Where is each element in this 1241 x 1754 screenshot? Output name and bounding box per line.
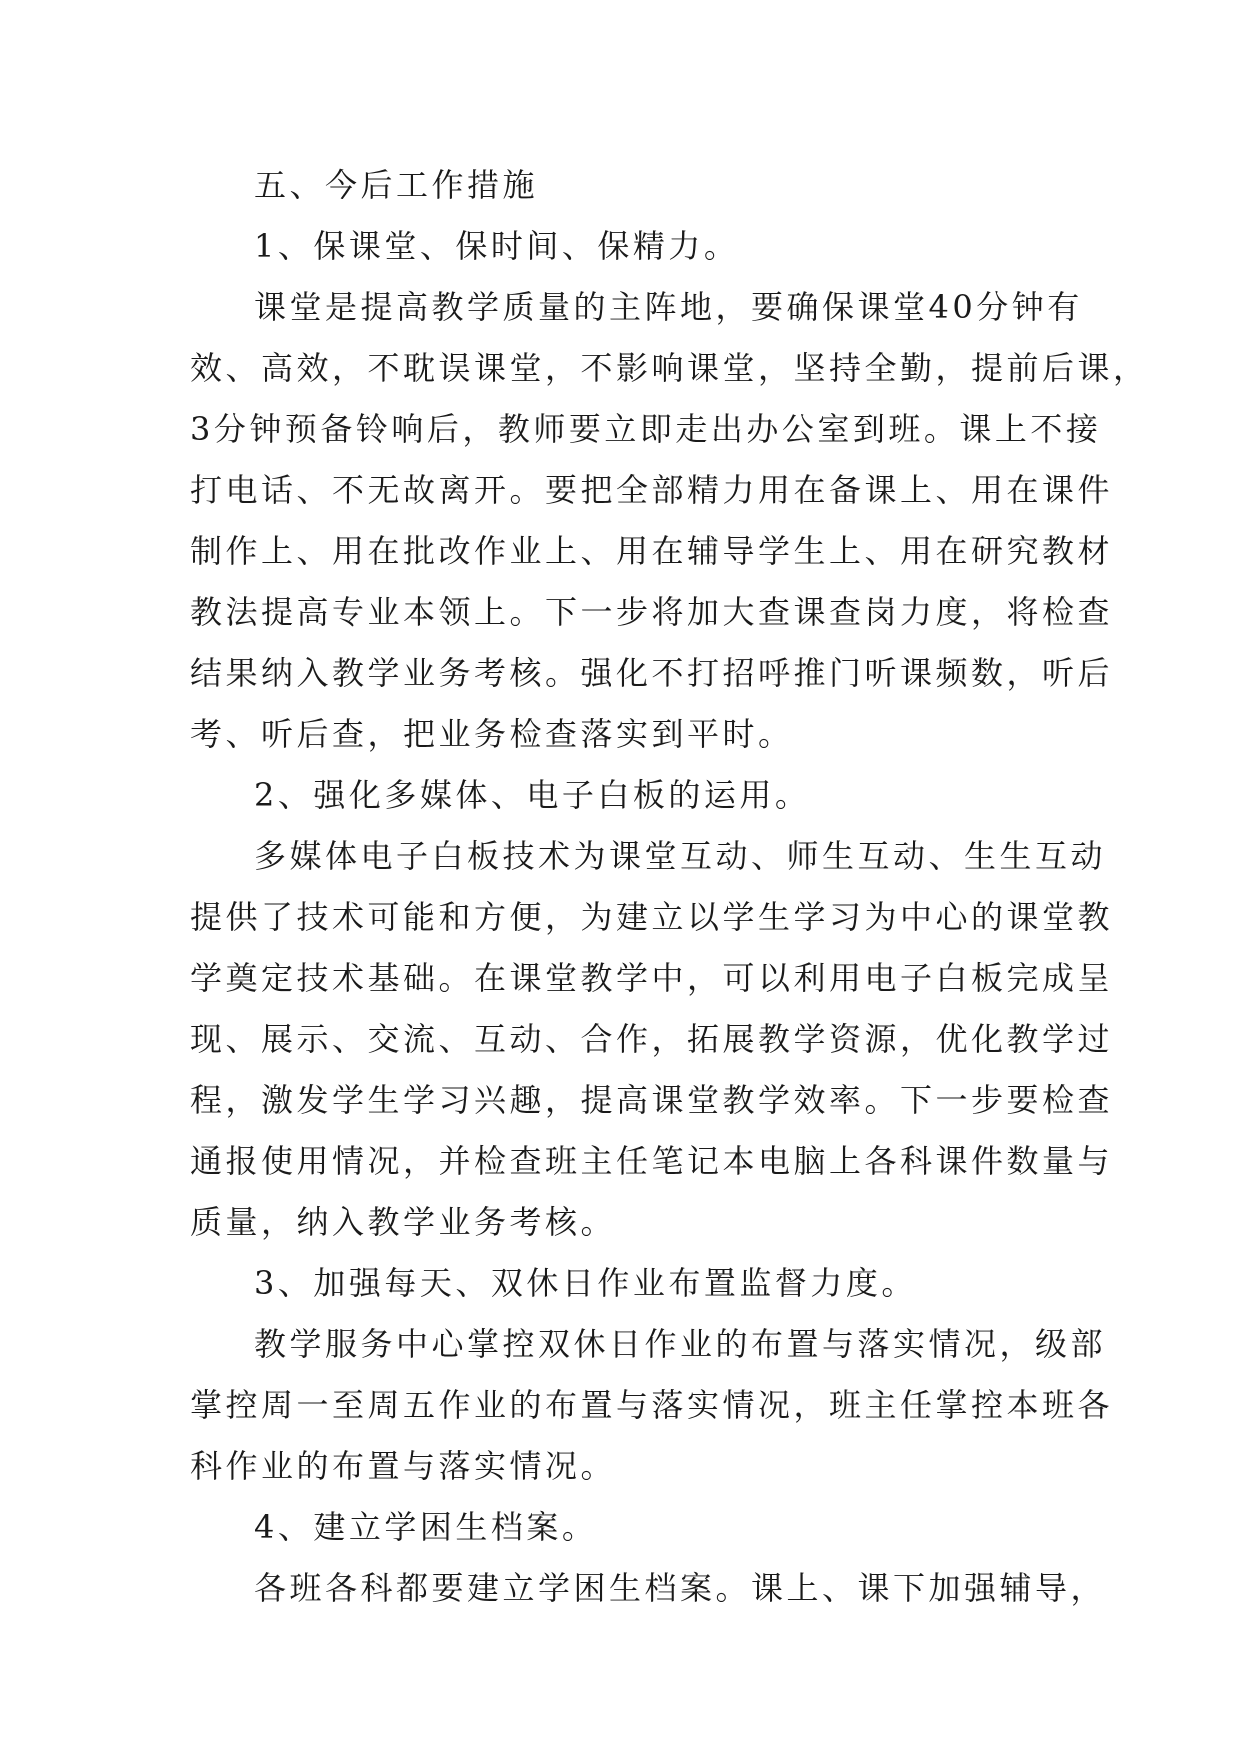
body-paragraph: [190, 826, 1114, 1253]
text-line: 1、保课堂、保时间、保精力。: [254, 227, 740, 265]
text-line: 通报使用情况，并检查班主任笔记本电脑上各科课件数量与: [190, 1142, 1114, 1180]
body-paragraph: [190, 1558, 1107, 1619]
text-line: 结果纳入教学业务考核。强化不打招呼推门听课频数，听后: [190, 654, 1114, 692]
text-line: 质量，纳入教学业务考核。: [190, 1203, 617, 1241]
text-line: 打电话、不无故离开。要把全部精力用在备课上、用在课件: [190, 471, 1114, 509]
section-heading: [190, 1253, 1057, 1314]
text-line: 2、强化多媒体、电子白板的运用。: [254, 776, 811, 814]
text-line: 4、建立学困生档案。: [254, 1508, 598, 1546]
text-line: 考、听后查，把业务检查落实到平时。: [190, 715, 794, 753]
text-line: 学奠定技术基础。在课堂教学中，可以利用电子白板完成呈: [190, 959, 1114, 997]
section-heading: [190, 155, 1057, 216]
text-line: 3、加强每天、双休日作业布置监督力度。: [254, 1264, 917, 1302]
text-line: 各班各科都要建立学困生档案。课上、课下加强辅导，: [254, 1569, 1107, 1607]
section-heading: [190, 765, 1057, 826]
text-line: 现、展示、交流、互动、合作，拓展教学资源，优化教学过: [190, 1020, 1114, 1058]
text-line: 教学服务中心掌控双休日作业的布置与落实情况，级部: [254, 1325, 1107, 1363]
text-line: 3分钟预备铃响后，教师要立即走出办公室到班。课上不接: [190, 410, 1102, 448]
text-line: 五、今后工作措施: [254, 166, 539, 204]
text-line: 多媒体电子白板技术为课堂互动、师生互动、生生互动: [254, 837, 1107, 875]
section-heading: [190, 216, 1057, 277]
text-line: 程，激发学生学习兴趣，提高课堂教学效率。下一步要检查: [190, 1081, 1114, 1119]
document-page: [190, 155, 1149, 1619]
text-line: 制作上、用在批改作业上、用在辅导学生上、用在研究教材: [190, 532, 1114, 570]
text-line: 课堂是提高教学质量的主阵地，要确保课堂40分钟有: [254, 288, 1083, 326]
text-line: 提供了技术可能和方便，为建立以学生学习为中心的课堂教: [190, 898, 1114, 936]
section-heading: [190, 1497, 1057, 1558]
text-line: 科作业的布置与落实情况。: [190, 1447, 617, 1485]
text-line: 效、高效，不耽误课堂，不影响课堂，坚持全勤，提前后课，: [190, 349, 1149, 387]
text-line: 掌控周一至周五作业的布置与落实情况，班主任掌控本班各: [190, 1386, 1114, 1424]
body-paragraph: [190, 1314, 1114, 1497]
text-line: 教法提高专业本领上。下一步将加大查课查岗力度，将检查: [190, 593, 1114, 631]
body-paragraph: [190, 277, 1149, 765]
